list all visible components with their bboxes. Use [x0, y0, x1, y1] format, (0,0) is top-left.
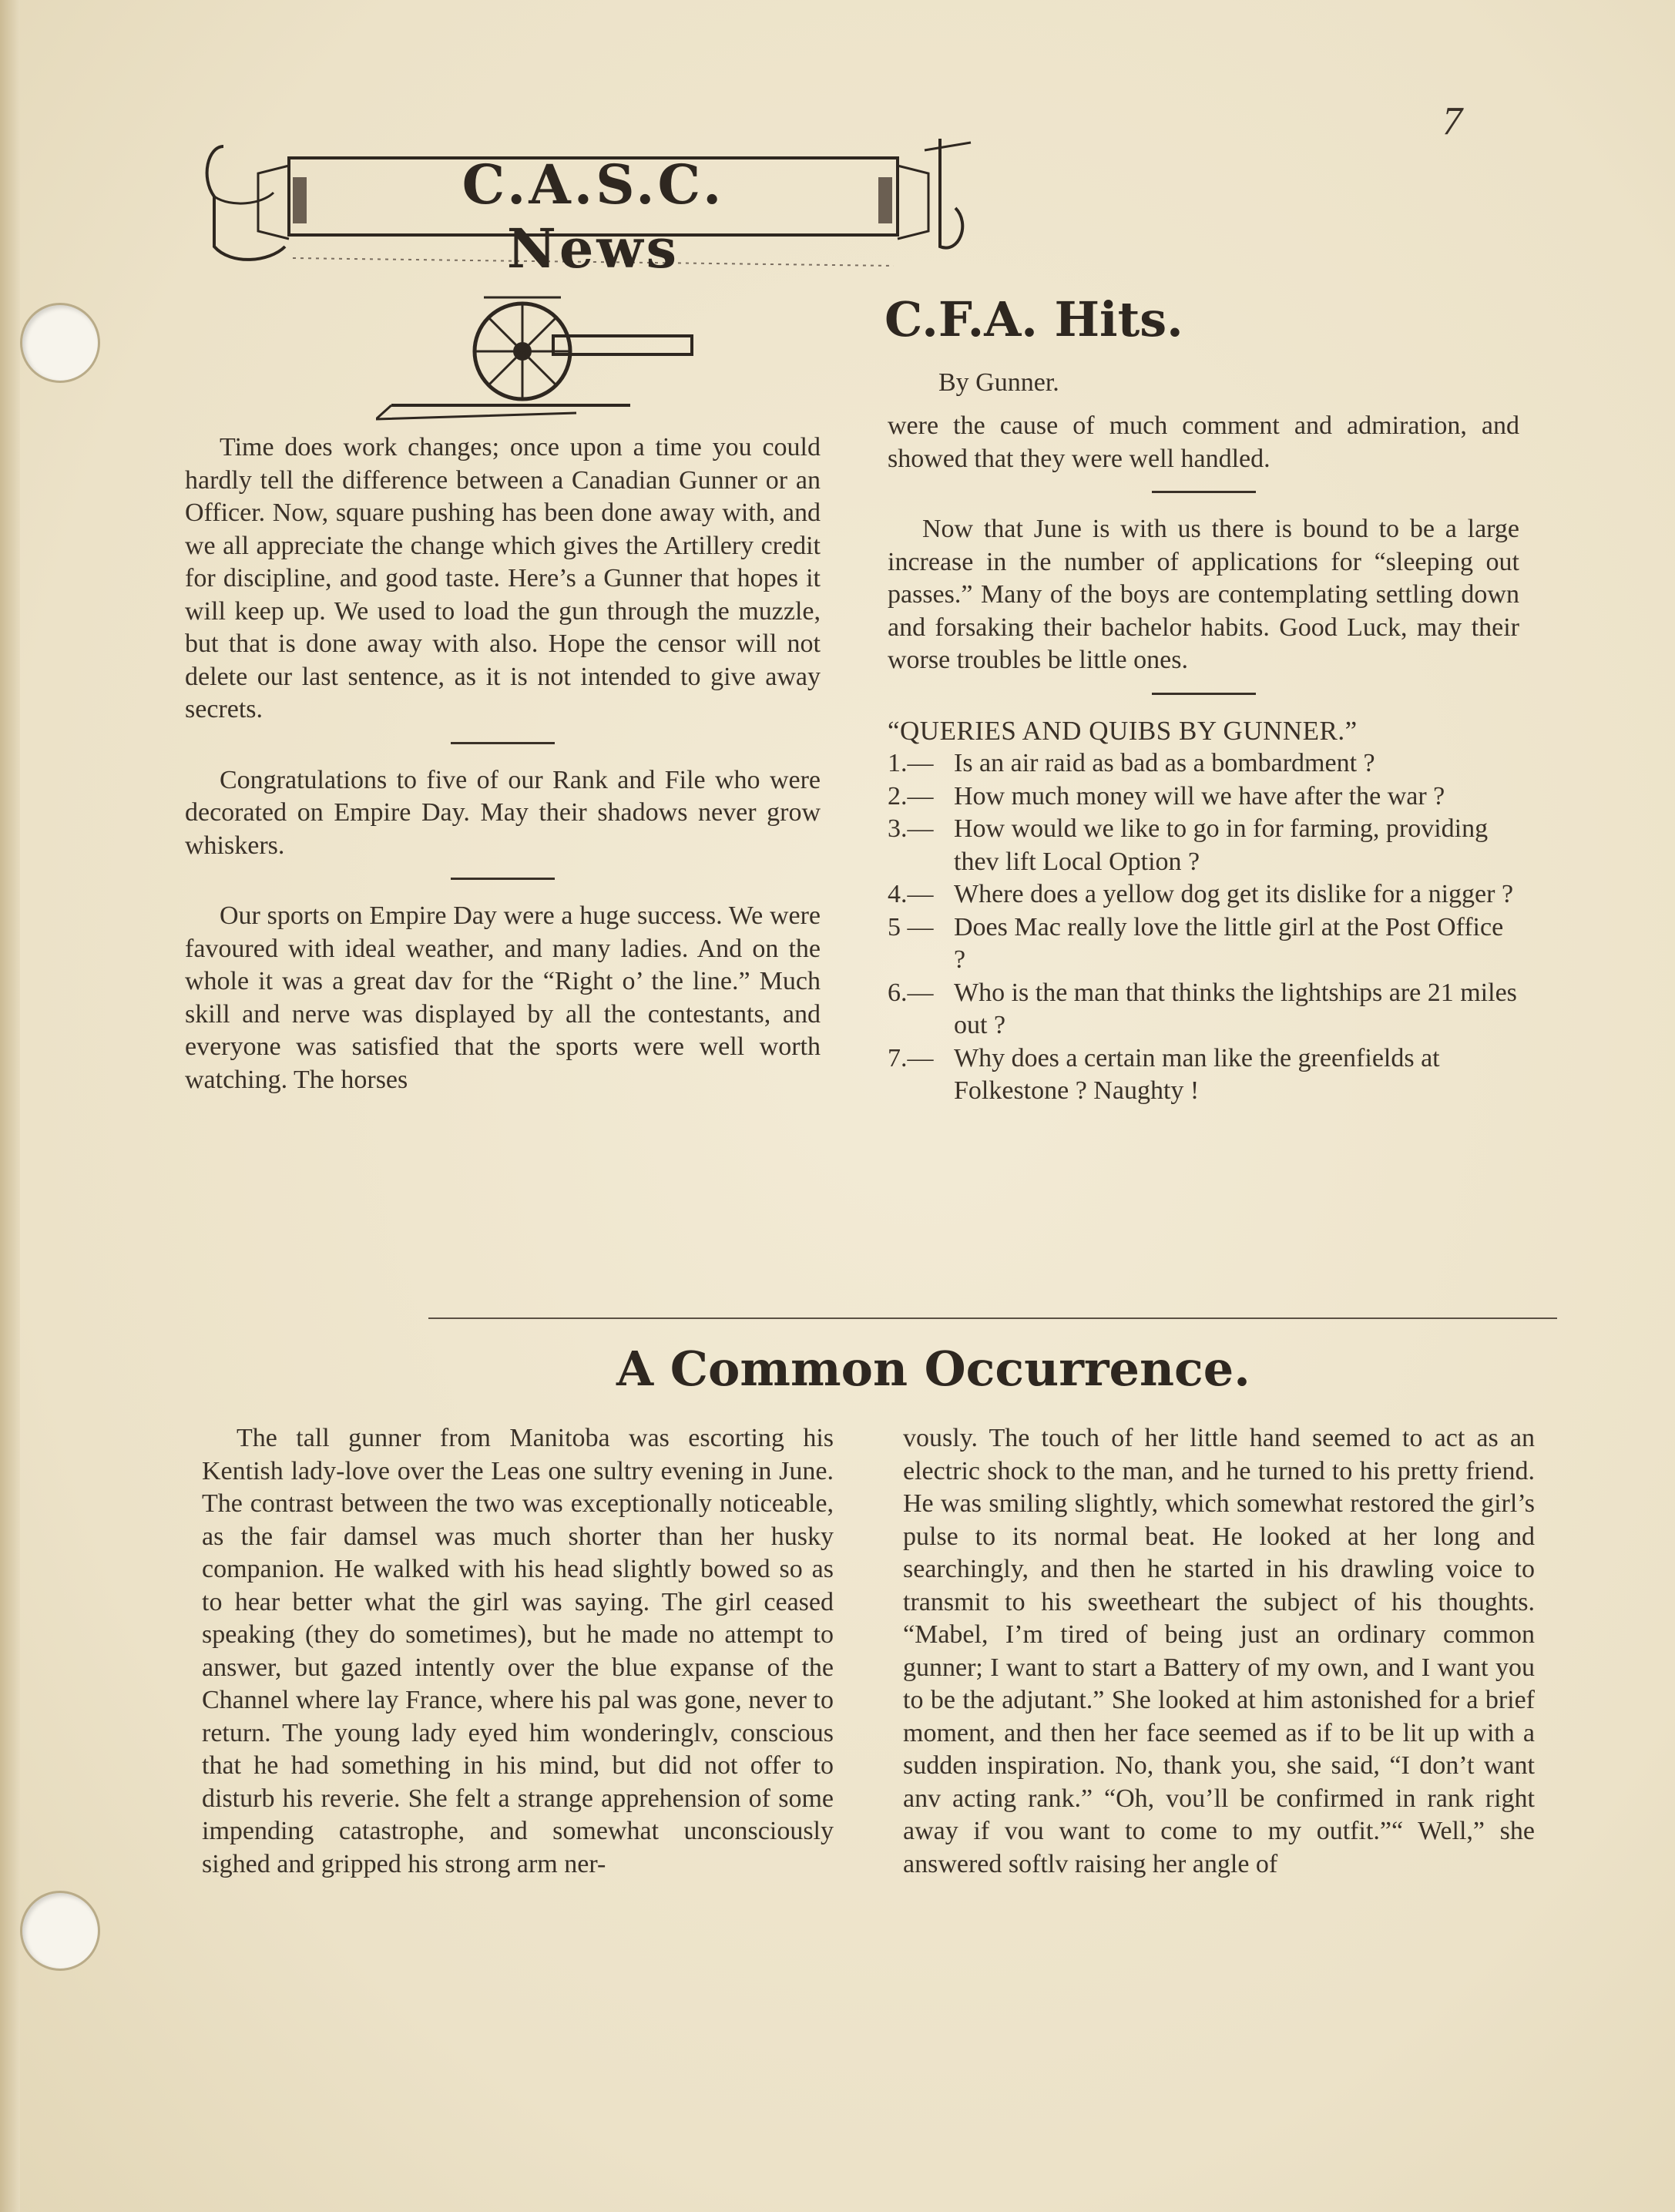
query-number: 3.— [888, 814, 934, 843]
query-text: How much money will we have after the war ? [954, 781, 1445, 811]
query-item [888, 780, 1519, 814]
story-heading: A Common Occurrence. [616, 1341, 1250, 1397]
query-item [888, 977, 1519, 1042]
binding-edge [0, 0, 20, 2212]
page-number: 7 [1442, 99, 1462, 143]
query-number: 5 — [888, 912, 934, 942]
section-separator [451, 742, 555, 744]
story-paragraph-right: vously. The touch of her little hand seemed to act as an electric shock to the man, and he turned to his pretty friend. He was smiling slightly, which somewhat restored the girl’s pulse to its normal beat. He looked at her long and searchingly, and then he started in his drawling voice to transmit to his sweetheart the subject of his thoughts. “Mabel, I’m tired of being just an ordinary common gunner; I want to start a Battery of my own, and I want you to be the adjutant.” She looked at him astonished for a brief moment, and then her face seemed as if to be lit up with a sudden inspiration. No, thank you, she said, “I don’t want anv acting rank.” “Oh, vou’ll be confirmed in rank right away if vou want to come to my outfit.”“ Well,” she answered softlv raising her angle of [903, 1424, 1535, 1878]
section-separator [1152, 491, 1256, 493]
cannon-illustration [376, 290, 715, 428]
query-item [888, 878, 1519, 911]
query-item [888, 1042, 1519, 1108]
paragraph-horses: were the cause of much comment and admiration, and showed that they were well handled. [888, 411, 1519, 473]
paragraph-sports: Our sports on Empire Day were a huge success. We were favoured with ideal weather, and many ladies. And on the whole it was a great dav for the “Right o’ the line.” Much skill and nerve was displayed by all the contestants, and everyone was satisfied that the sports were well worth watching. The horses [185, 901, 821, 1094]
query-text: Who is the man that thinks the lightships are 21 miles out ? [954, 978, 1517, 1039]
cfa-hits-heading: C.F.A. Hits. [884, 291, 1183, 347]
story-paragraph-left: The tall gunner from Manitoba was escorting his Kentish lady-love over the Leas one sultry evening in June. The contrast between the two was exceptionally noticeable, as the fair damsel was much shorter than her husky companion. He walked with his head slightly bowed so as to hear better what the girl was saying. The girl ceased speaking (they do sometimes), but he made no attempt to answer, but gazed intently over the blue expanse of the Channel where lay France, where his pal was gone, never to return. The young lady eyed him wonderinglv, conscious that he had something in his mind, but did not offer to disturb his reverie. She felt a strange apprehension of some impending catastrophe, and somewhat unconsciously sighed and gripped his strong arm ner- [202, 1424, 834, 1878]
query-text: Why does a certain man like the greenfields at Folkestone ? Naughty ! [954, 1043, 1440, 1105]
query-text: How would we like to go in for farming, providing thev lift Local Option ? [954, 814, 1489, 876]
section-separator [1152, 693, 1256, 695]
query-number: 7.— [888, 1043, 934, 1072]
banner-title: C.A.S.C. News [462, 153, 725, 280]
right-column [888, 410, 1519, 1108]
story-left-column [202, 1422, 834, 1881]
paragraph-june: Now that June is with us there is bound to be a large increase in the number of applications for “sleeping out passes.” Many of the boys are contemplating settling down and forsaking their bachelor habits. Good Luck, may their worse troubles be little ones. [888, 515, 1519, 674]
byline: By Gunner. [938, 368, 1059, 397]
paragraph-congratulations: Congratulations to five of our Rank and File who were decorated on Empire Day. May their shadows never grow whiskers. [185, 765, 821, 860]
query-text: Is an air raid as bad as a bombardment ? [954, 749, 1375, 777]
query-item [888, 747, 1519, 780]
punch-hole-bottom [20, 1891, 100, 1971]
query-text: Does Mac really love the little girl at the Post Office ? [954, 912, 1504, 974]
queries-title: “QUERIES AND QUIBS BY GUNNER.” [888, 715, 1358, 746]
section-separator [451, 878, 555, 880]
query-number: 4.— [888, 880, 934, 908]
story-right-column [903, 1422, 1535, 1881]
query-number: 6.— [888, 978, 934, 1007]
punch-hole-top [20, 303, 100, 383]
query-number: 1.— [888, 749, 934, 777]
query-number: 2.— [888, 781, 934, 811]
paragraph-square-pushing: Time does work changes; once upon a time you could hardly tell the difference between a Canadian Gunner or an Officer. Now, square pushing has been done away with, and we all appreciate the change which gives the Artillery credit for discipline, and good taste. Here’s a Gunner that hopes it will keep up. We used to load the gun through the muzzle, but that is done away with also. Hope the censor will not delete our last sentence, as it is not intended to give away secrets. [185, 433, 821, 723]
queries-list [888, 747, 1519, 1108]
query-text: Where does a yellow dog get its dislike for a nigger ? [954, 880, 1514, 908]
horizontal-rule [428, 1317, 1557, 1319]
query-item [888, 813, 1519, 878]
query-item [888, 911, 1519, 977]
left-column [185, 431, 821, 1096]
